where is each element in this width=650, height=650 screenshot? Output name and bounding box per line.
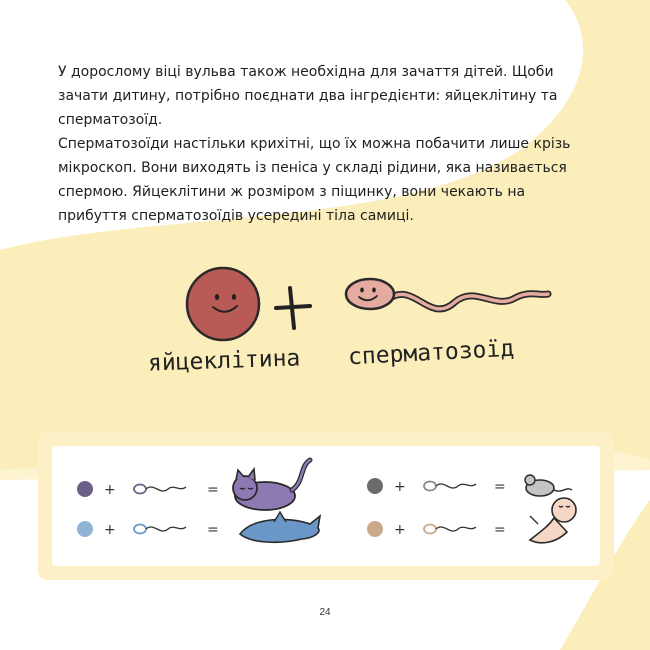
species-panel-inner — [52, 446, 600, 566]
equals-sign: = — [207, 482, 219, 498]
species-equations — [52, 446, 600, 566]
sperm-small-icon — [134, 525, 186, 534]
egg-dot — [367, 521, 383, 537]
equation-cat — [77, 460, 310, 510]
egg-dot — [77, 521, 93, 537]
egg-dot — [77, 481, 93, 497]
plus-icon — [276, 288, 310, 328]
plus-sign: + — [104, 522, 116, 538]
equation-baby — [367, 498, 576, 543]
sperm-label: сперматозоїд — [347, 335, 515, 371]
equation-mouse — [367, 475, 572, 496]
sperm-small-icon — [424, 482, 476, 491]
plus-sign: + — [104, 482, 116, 498]
cat-icon — [233, 460, 310, 510]
egg-dot — [367, 478, 383, 494]
sperm-small-icon — [134, 485, 186, 494]
equals-sign: = — [207, 522, 219, 538]
equals-sign: = — [494, 479, 506, 495]
sperm-icon — [346, 279, 548, 309]
plus-sign: + — [394, 522, 406, 538]
egg-label: яйцеклітина — [147, 345, 301, 377]
page-number: 24 — [319, 607, 331, 618]
plus-sign: + — [394, 479, 406, 495]
egg-icon — [187, 268, 259, 340]
sperm-small-icon — [424, 525, 476, 534]
species-panel — [38, 432, 614, 580]
equals-sign: = — [494, 522, 506, 538]
dolphin-icon — [240, 512, 320, 542]
baby-icon — [530, 498, 576, 543]
explanation-paragraph: Сперматозоїди настільки крихітні, що їх можна побачити лише крізь мікроскоп. Вони виходять із пеніса у складі рідини, яка називається спермою. Яйцеклітини ж розміром з піщинку, вони чекають на прибуття сперматозоїдів усередині тіла самиці. — [58, 136, 571, 224]
intro-paragraph: У дорослому віці вульва також необхідна для зачаття дітей. Щоби зачати дитину, потрібно поєднати два інгредієнти: яйцеклітину та сперматозоїд. — [58, 64, 558, 128]
mouse-icon — [525, 475, 572, 496]
equation-dolphin — [77, 512, 320, 542]
